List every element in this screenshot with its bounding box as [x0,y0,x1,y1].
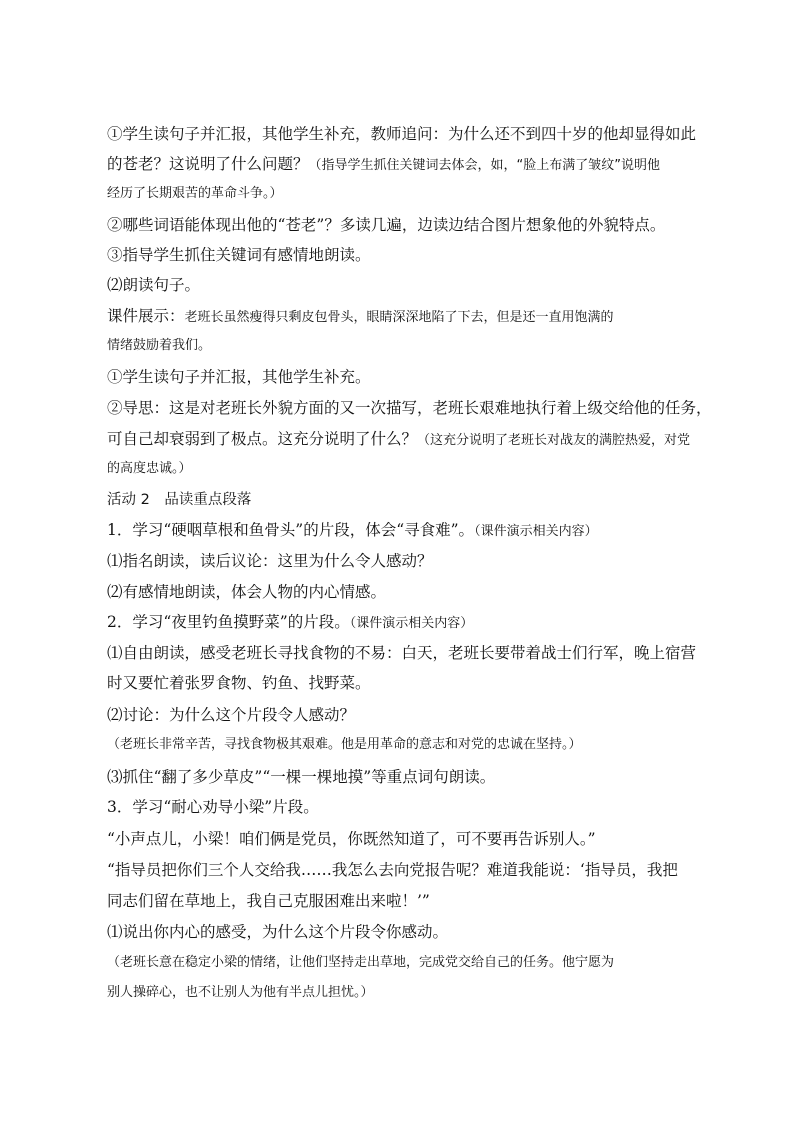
quote-line: “小声点儿，小梁！咱们俩是党员，你既然知道了，可不要再告诉别人。” [107,830,596,848]
paragraph-text: 2．学习“夜里钓鱼摸野菜”的片段。 [107,613,350,631]
guidance-note: 经历了长期艰苦的革命斗争。） [107,186,283,201]
paragraph-line: ③指导学生抓住关键词有感情地朗读。 [107,246,371,264]
paragraph-text: 的苍老？这说明了什么问题？ [107,155,309,173]
guidance-note: （这充分说明了老班长对战友的满腔热爱，对党 [417,433,691,448]
paragraph-line: ①学生读句子并汇报，其他学生补充，教师追问：为什么还不到四十岁的他却显得如此 [107,125,697,143]
paragraph-text: 可自己却衰弱到了极点。这充分说明了什么？ [107,430,418,448]
quote-line: “指导员把你们三个人交给我……我怎么去向党报告呢？难道我能说：‘指导员，我把 [107,861,678,879]
guidance-note: （老班长非常辛苦，寻找食物极其艰难。他是用革命的意志和对党的忠诚在坚持。） [107,737,582,752]
courseware-label: 课件展示： [107,307,185,325]
paragraph-line: 时又要忙着张罗食物、钓鱼、找野菜。 [107,674,371,692]
paragraph-line: ⑴自由朗读，感受老班长寻找食物的不易：白天，老班长要带着战士们行军，晚上宿营 [107,644,697,662]
courseware-note: （课件演示相关内容） [474,524,598,539]
paragraph-line: ⑵有感情地朗读，体会人物的内心情感。 [107,583,387,601]
paragraph-line [107,518,598,544]
guidance-note: （指导学生抓住关键词去体会，如，“脸上布满了皱纹”说明他 [308,158,660,173]
paragraph-line: 3．学习“耐心劝导小梁”片段。 [107,798,319,816]
courseware-line [107,304,614,330]
paragraph-line: ⑴说出你内心的感受，为什么这个片段令你感动。 [107,923,449,941]
paragraph-line [107,152,660,178]
paragraph-line: ①学生读句子并汇报，其他学生补充。 [107,368,371,386]
paragraph-text: 1．学习“硬咽草根和鱼骨头”的片段，体会“寻食难”。 [107,521,475,539]
paragraph-line [107,610,473,636]
paragraph-line: ⑶抓住“翻了多少草皮”“一棵一棵地摸”等重点词句朗读。 [107,768,496,786]
paragraph-line [107,427,690,453]
paragraph-line: ②导思：这是对老班长外貌方面的又一次描写，老班长艰难地执行着上级交给他的任务， [107,399,712,417]
courseware-note: （课件演示相关内容） [349,616,474,631]
paragraph-line: ②哪些词语能体现出他的“苍老”？多读几遍，边读边结合图片想象他的外貌特点。 [107,216,666,234]
activity-heading: 活动 2 品读重点段落 [107,492,252,508]
paragraph-line: ⑵讨论：为什么这个片段令人感动？ [107,706,356,724]
paragraph-line: ⑵朗读句子。 [107,276,201,294]
courseware-quote: 情绪鼓励着我们。 [107,338,212,353]
courseware-quote: 老班长虽然瘦得只剩皮包骨头，眼睛深深地陷了下去，但是还一直用饱满的 [184,310,614,325]
guidance-note: （老班长意在稳定小梁的情绪，让他们坚持走出草地，完成党交给自己的任务。他宁愿为 [107,955,615,970]
paragraph-line: ⑴指名朗读，读后议论：这里为什么令人感动？ [107,552,433,570]
guidance-note: 别人操碎心，也不让别人为他有半点儿担忧。） [107,985,374,1000]
quote-line: 同志们留在草地上，我自己克服困难出来啦！’” [107,892,430,910]
guidance-note: 的高度忠诚。） [107,461,192,476]
